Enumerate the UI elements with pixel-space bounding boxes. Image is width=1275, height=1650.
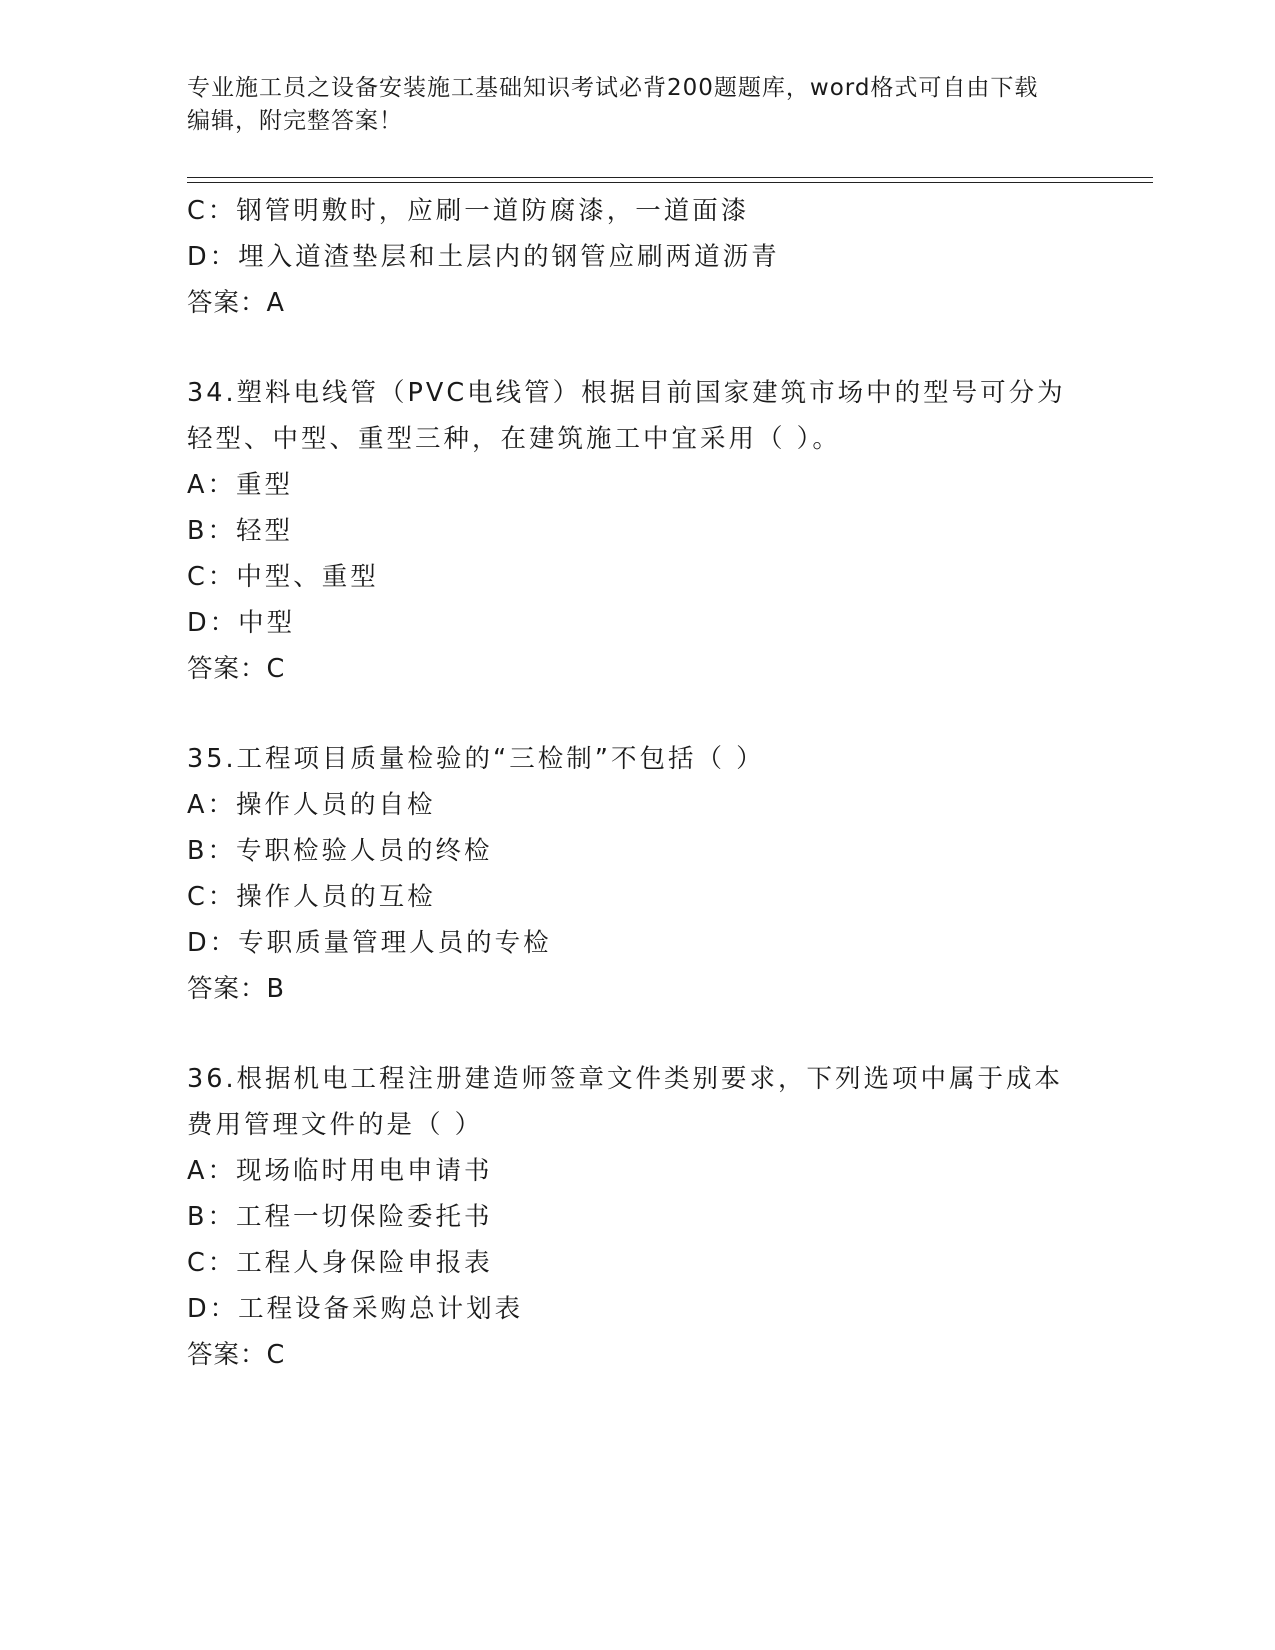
question-stem-line: 34.塑料电线管（PVC电线管）根据目前国家建筑市场中的型号可分为 xyxy=(187,378,1066,408)
spacer xyxy=(187,692,1087,736)
answer: 答案：C xyxy=(187,1340,286,1370)
question-stem-line: 36.根据机电工程注册建造师签章文件类别要求，下列选项中属于成本 xyxy=(187,1064,1064,1094)
option-a: A：现场临时用电申请书 xyxy=(187,1156,493,1186)
question-stem-line: 轻型、中型、重型三种，在建筑施工中宜采用（ ）。 xyxy=(187,424,841,454)
option-c: C：工程人身保险申报表 xyxy=(187,1248,493,1278)
option-d: D：埋入道渣垫层和土层内的钢管应刷两道沥青 xyxy=(187,242,780,272)
answer: 答案：C xyxy=(187,654,286,684)
option-c: C：操作人员的互检 xyxy=(187,882,436,912)
option-b: B：工程一切保险委托书 xyxy=(187,1202,493,1232)
header-title-line-2: 编辑，附完整答案！ xyxy=(187,108,403,134)
option-d: D：专职质量管理人员的专检 xyxy=(187,928,552,958)
question-block-34 xyxy=(187,370,1087,692)
question-stem-line: 35.工程项目质量检验的“三检制”不包括（ ） xyxy=(187,744,765,774)
header-title-line-1: 专业施工员之设备安装施工基础知识考试必背200题题库，word格式可自由下载 xyxy=(187,75,1039,101)
page-header xyxy=(187,72,1067,138)
option-a: A：操作人员的自检 xyxy=(187,790,436,820)
header-divider xyxy=(187,177,1153,183)
spacer xyxy=(187,326,1087,370)
option-b: B：轻型 xyxy=(187,516,293,546)
question-block-35 xyxy=(187,736,1087,1012)
answer: 答案：B xyxy=(187,974,285,1004)
question-list xyxy=(187,188,1087,1378)
answer: 答案：A xyxy=(187,288,285,318)
option-a: A：重型 xyxy=(187,470,293,500)
option-b: B：专职检验人员的终检 xyxy=(187,836,493,866)
question-block-36 xyxy=(187,1056,1087,1378)
option-c: C：钢管明敷时，应刷一道防腐漆，一道面漆 xyxy=(187,196,750,226)
spacer xyxy=(187,1012,1087,1056)
question-block-prev xyxy=(187,188,1087,326)
option-c: C：中型、重型 xyxy=(187,562,379,592)
option-d: D：中型 xyxy=(187,608,296,638)
option-d: D：工程设备采购总计划表 xyxy=(187,1294,524,1324)
question-stem-line: 费用管理文件的是（ ） xyxy=(187,1110,484,1140)
